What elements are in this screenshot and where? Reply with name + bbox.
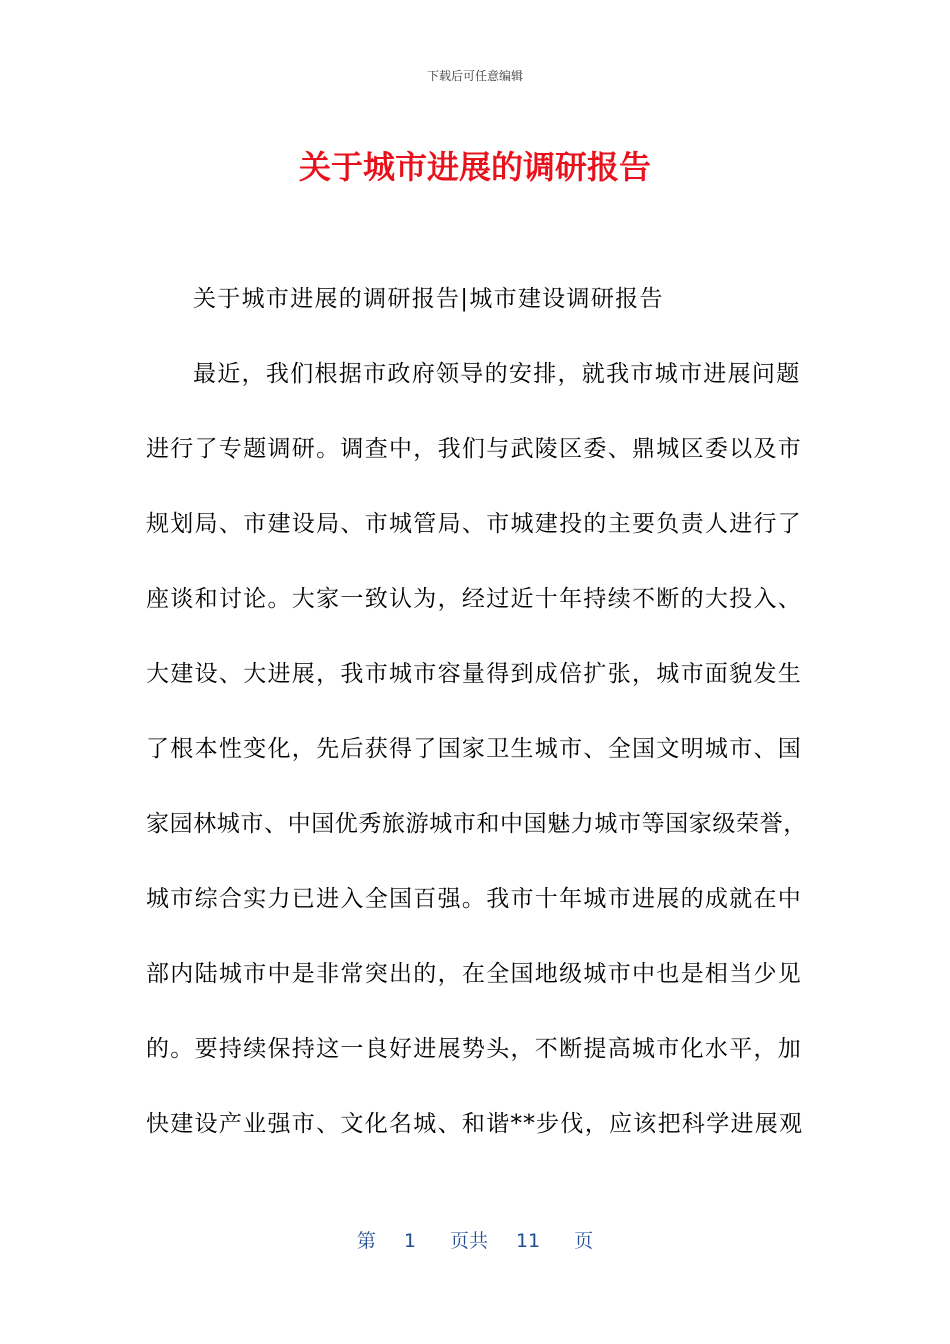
footer-page-number: 1 (403, 1230, 416, 1252)
footer-prefix: 第 (356, 1230, 376, 1252)
paragraph-line: 大建设、大进展，我市城市容量得到成倍扩张，城市面貌发生 (146, 661, 803, 687)
paragraph-line: 城市综合实力已进入全国百强。我市十年城市进展的成就在中 (146, 886, 803, 912)
paragraph-line: 座谈和讨论。大家一致认为，经过近十年持续不断的大投入、 (146, 586, 803, 612)
paragraph-line: 最近，我们根据市政府领导的安排，就我市城市进展问题 (193, 361, 801, 387)
footer-suffix: 页 (574, 1230, 594, 1252)
document-subtitle: 关于城市进展的调研报告|城市建设调研报告 (193, 286, 664, 312)
footer-total-pages: 11 (515, 1230, 541, 1252)
document-title: 关于城市进展的调研报告 (298, 148, 651, 186)
paragraph-line: 部内陆城市中是非常突出的，在全国地级城市中也是相当少见 (146, 961, 803, 987)
paragraph-line: 家园林城市、中国优秀旅游城市和中国魅力城市等国家级荣誉， (146, 811, 807, 837)
paragraph-line: 的。要持续保持这一良好进展势头，不断提高城市化水平，加 (146, 1036, 803, 1062)
header-note: 下载后可任意编辑 (426, 69, 523, 83)
paragraph-line: 规划局、市建设局、市城管局、市城建投的主要负责人进行了 (146, 511, 803, 537)
paragraph-line: 快建设产业强市、文化名城、和谐**步伐，应该把科学进展观 (146, 1111, 804, 1137)
page-footer (0, 1226, 950, 1253)
paragraph-line: 进行了专题调研。调查中，我们与武陵区委、鼎城区委以及市 (146, 436, 803, 462)
paragraph-line: 了根本性变化，先后获得了国家卫生城市、全国文明城市、国 (146, 736, 803, 762)
footer-middle: 页共 (449, 1230, 488, 1252)
